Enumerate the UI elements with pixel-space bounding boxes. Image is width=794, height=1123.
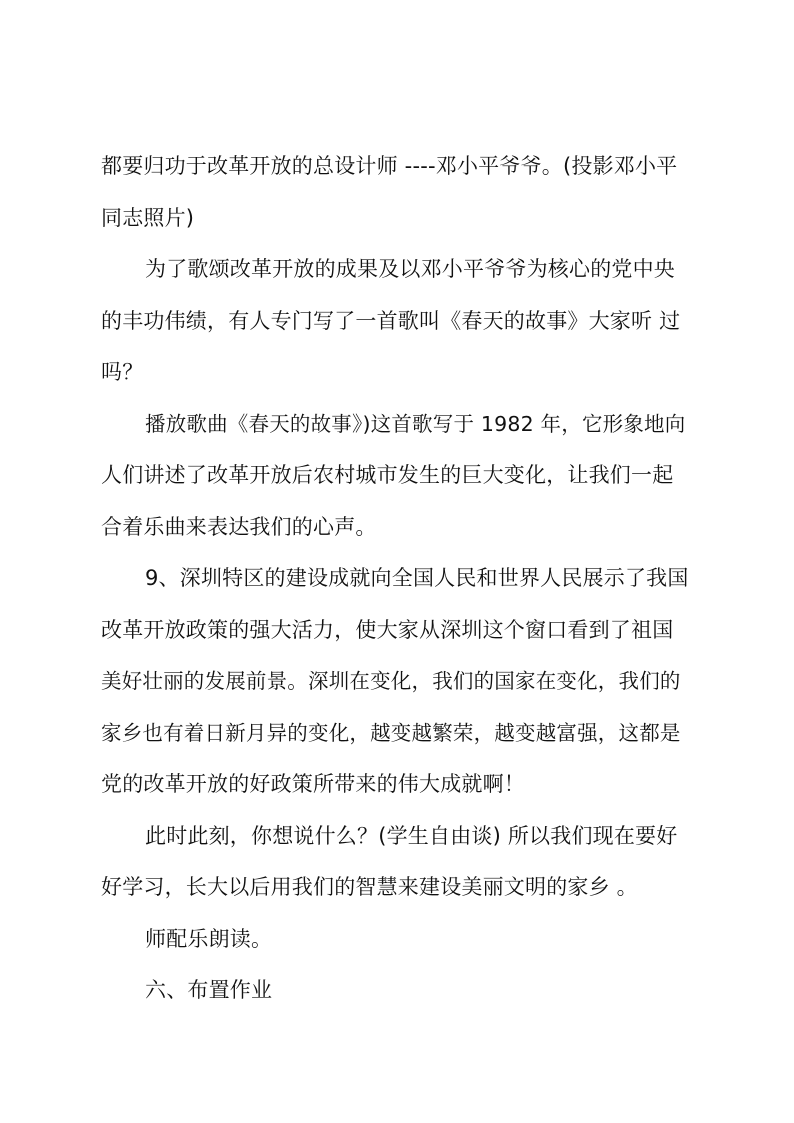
text-line: 都要归功于改革开放的总设计师 ----邓小平爷爷。(投影邓小平 [101, 154, 678, 178]
text-line: 合着乐曲来表达我们的心声。 [101, 514, 377, 539]
text-line: 吗？ [101, 360, 144, 384]
text-line: 的丰功伟绩，有人专门写了一首歌叫《春天的故事》大家听 过 [101, 308, 681, 333]
text-line: 此时此刻，你想说什么？(学生自由谈) 所以我们现在要好 [145, 823, 678, 848]
text-line: 家乡也有着日新月异的变化，越变越繁荣，越变越富强，这都是 [101, 720, 681, 745]
text-line: 党的改革开放的好政策所带来的伟大成就啊！ [101, 772, 525, 796]
lesson-text-body [101, 141, 691, 1017]
text-line: 人们讲述了改革开放后农村城市发生的巨大变化，让我们一起 [101, 463, 674, 487]
text-line: 播放歌曲《春天的故事》)这首歌写于 1982 年，它形象地向 [145, 411, 686, 436]
text-line: 六、布置作业 [145, 978, 273, 1002]
text-line: 9、深圳特区的建设成就向全国人民和世界人民展示了我国 [145, 566, 689, 590]
text-line: 同志照片) [101, 205, 195, 230]
text-line: 师配乐朗读。 [145, 926, 273, 951]
text-line: 改革开放政策的强大活力，使大家从深圳这个窗口看到了祖国 [101, 617, 674, 642]
text-line: 好学习，长大以后用我们的智慧来建设美丽文明的家乡 。 [101, 875, 638, 899]
text-line: 为了歌颂改革开放的成果及以邓小平爷爷为核心的党中央 [145, 257, 675, 281]
text-line: 美好壮丽的发展前景。深圳在变化，我们的国家在变化，我们的 [101, 669, 681, 693]
